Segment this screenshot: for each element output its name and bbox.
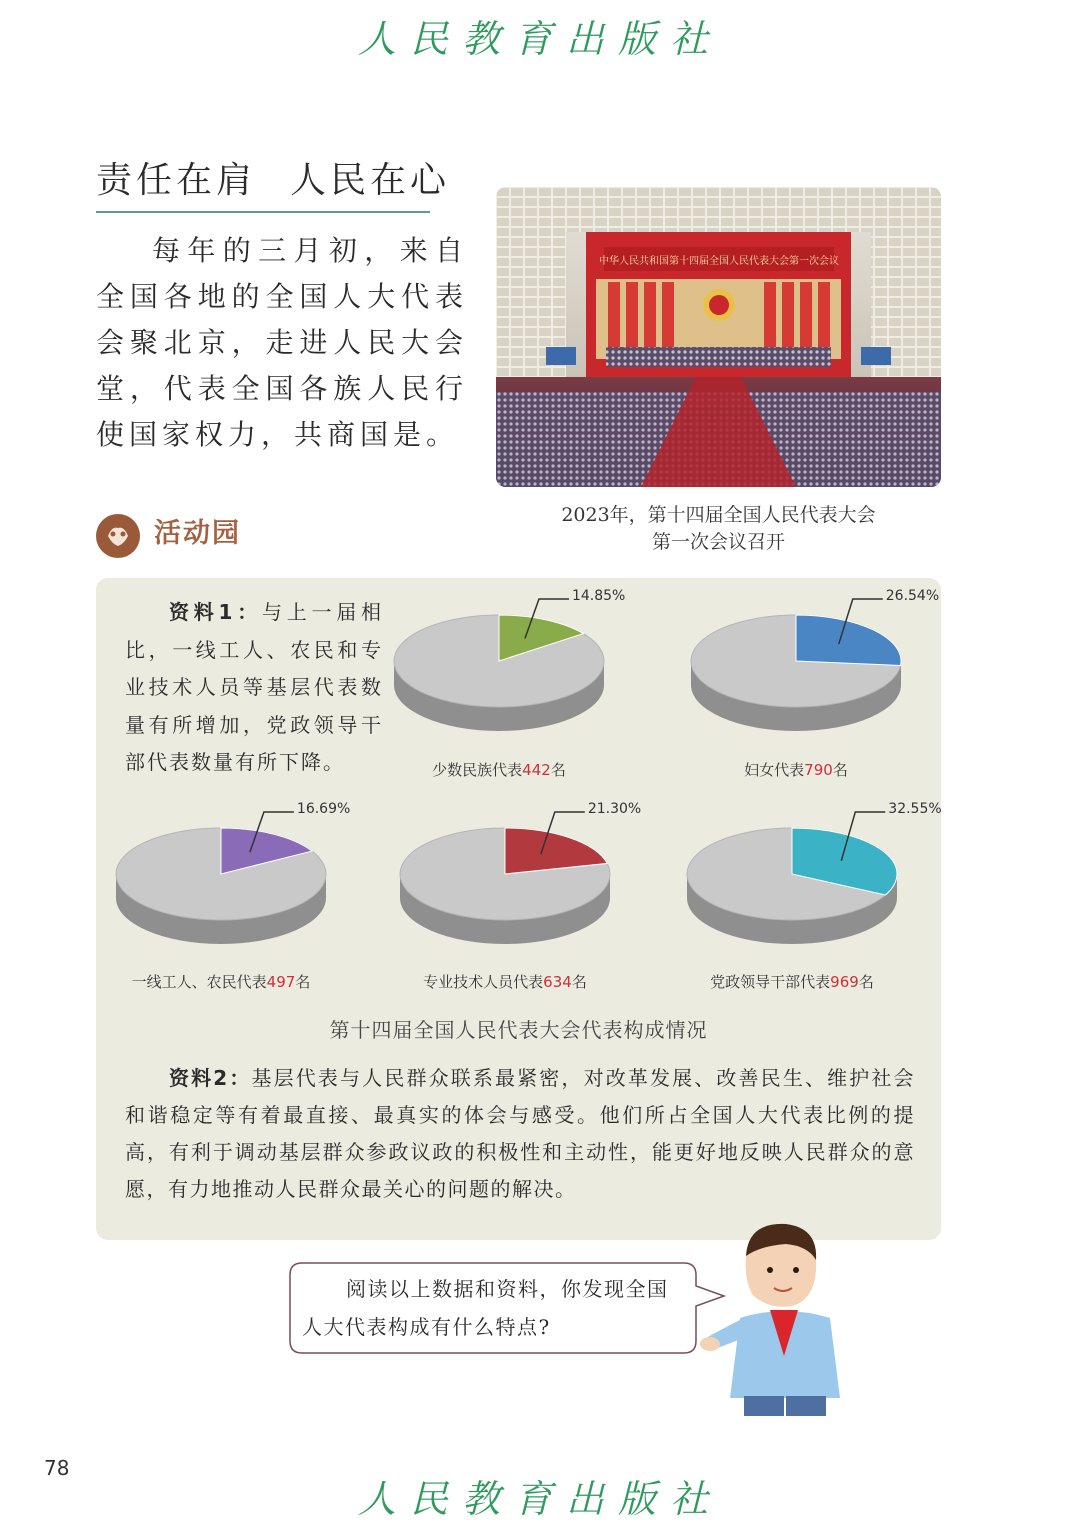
pie-category-count: 442: [522, 761, 551, 779]
photo-caption-line2: 第一次会议召开: [651, 531, 785, 553]
pie-category-label: [676, 759, 916, 780]
pie-category-name: 专业技术人员代表: [423, 973, 544, 991]
pie-percent-label: 14.85%: [571, 588, 626, 604]
pie-highlight-slice: [796, 615, 901, 665]
intro-paragraph: 每年的三月初，来自全国各地的全国人大代表会聚北京，走进人民大会堂，代表全国各族人民行使国家权力，共商国是。: [96, 234, 468, 451]
pie-percent-label: 32.55%: [888, 801, 942, 817]
material-2: [125, 1060, 915, 1208]
pie-category-label: [379, 759, 619, 780]
activity-title: 活动园: [154, 518, 241, 549]
pie-category-unit: 名: [571, 973, 587, 991]
pie-officials: [687, 812, 897, 944]
photo-caption-line1: 2023年，第十四届全国人民代表大会: [561, 504, 876, 526]
pie-minority: [394, 599, 604, 731]
pie-category-count: 497: [266, 973, 296, 991]
material-2-lead: 资料2：: [169, 1066, 252, 1090]
pie-technicians: [400, 812, 610, 944]
pie-women: [691, 599, 901, 731]
pie-category-count: 969: [830, 973, 859, 991]
pie-category-name: 党政领导干部代表: [710, 973, 831, 991]
pie-percent-label: 26.54%: [885, 588, 940, 604]
pie-category-count: 790: [804, 761, 833, 779]
pie-category-count: 634: [543, 973, 572, 991]
pie-category-label: [385, 971, 625, 992]
pie-category-name: 一线工人、农民代表: [131, 973, 267, 991]
pie-percent-label: 21.30%: [587, 801, 642, 817]
pie-category-name: 妇女代表: [744, 761, 805, 779]
banner-text: 中华人民共和国第十四届全国人民代表大会第一次会议: [599, 256, 839, 267]
chart-caption: 第十四届全国人民代表大会代表构成情况: [329, 1018, 708, 1042]
pie-workers-farmers: [116, 812, 326, 944]
pie-category-unit: 名: [550, 761, 566, 779]
publisher-footer: 人民教育出版社: [357, 1477, 722, 1521]
material-1-text: 与上一届相比，一线工人、农民和专业技术人员等基层代表数量有所增加，党政领导干部代表数量有所下降。: [125, 600, 384, 774]
section-title-part2: 人民在心: [290, 160, 451, 201]
pie-category-name: 少数民族代表: [432, 761, 523, 779]
pie-category-unit: 名: [832, 761, 848, 779]
section-title-part1: 责任在肩: [96, 160, 257, 201]
pie-category-unit: 名: [295, 973, 311, 991]
student-boy-illustration: [700, 1220, 870, 1420]
speech-bubble-text: 阅读以上数据和资料，你发现全国人大代表构成有什么特点?: [302, 1277, 669, 1339]
pie-category-label: [672, 971, 912, 992]
page-number: 78: [44, 1456, 70, 1480]
pie-category-unit: 名: [858, 973, 874, 991]
pie-percent-label: 16.69%: [296, 801, 351, 817]
material-2-text: 基层代表与人民群众联系最紧密，对改革发展、改善民生、维护社会和谐稳定等有着最直接、最真实的体会与感受。他们所占全国人大代表比例的提高，有利于调动基层群众参政议政的积极性和主动性，能更好地反映人民群众的意愿，有力地推动人民群众最关心的问题的解决。: [125, 1066, 916, 1201]
pie-category-label: [101, 971, 341, 992]
publisher-header: 人民教育出版社: [357, 17, 722, 61]
material-1-lead: 资料1：: [169, 600, 262, 624]
